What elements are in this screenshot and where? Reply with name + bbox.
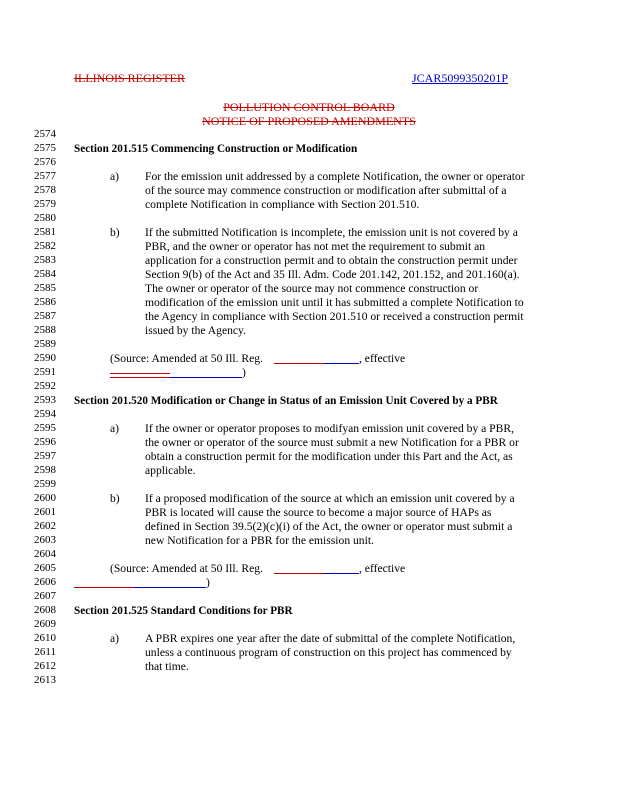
line-number: 2587 [34,310,56,322]
effective-label: , effective [359,352,406,365]
line-number: 2597 [34,450,56,462]
line-number: 2574 [34,128,56,140]
paragraph-line: application for a construction permit and to obtain the construction permit under [145,254,518,267]
jcar-code: JCAR5099350201P [412,71,509,85]
paragraph-line: If the owner or operator proposes to modifyan emission unit covered by a PBR, [145,422,514,435]
paragraph-line: A PBR expires one year after the date of submittal of the complete Notification, [145,632,516,645]
line-number: 2581 [34,226,56,238]
blank-underline-red [74,587,134,588]
paragraph-line: modification of the emission unit until it has submitted a complete Notification to [145,296,524,309]
line-number: 2577 [34,170,56,182]
blank-underline-red [274,363,324,364]
line-number: 2576 [34,156,56,168]
line-number: 2592 [34,380,56,392]
line-number: 2588 [34,324,56,336]
line-number: 2579 [34,198,56,210]
subsection-label-a: a) [110,422,120,435]
line-number: 2608 [34,604,56,616]
effective-label: , effective [359,562,406,575]
paragraph-line: PBR, and the owner or operator has not met the requirement to submit an [145,240,486,253]
paragraph-line: Section 9(b) of the Act and 35 Ill. Adm. Code 201.142, 201.152, and 201.160(a). [145,268,520,281]
subsection-label-b: b) [110,492,120,505]
paragraph-line: complete Notification in compliance with Section 201.510. [145,198,420,211]
blank-underline-blue [134,587,206,588]
register-header: ILLINOIS REGISTER [74,71,185,85]
subsection-label-b: b) [110,226,120,239]
paragraph-line: of the source may commence construction or modification after submittal of a [145,184,507,197]
line-number: 2604 [34,548,56,560]
paragraph-line: If a proposed modification of the source at which an emission unit covered by a [145,492,515,505]
close-paren: ) [242,366,246,379]
paragraph-line: If the submitted Notification is incomplete, the emission unit is not covered by a [145,226,518,239]
line-number: 2584 [34,268,56,280]
line-number: 2602 [34,520,56,532]
line-number: 2590 [34,352,56,364]
line-number: 2598 [34,464,56,476]
line-number: 2610 [34,632,56,644]
subsection-label-a: a) [110,170,120,183]
paragraph-line: The owner or operator of the source may not commence construction or [145,282,479,295]
paragraph-line: defined in Section 39.5(2)(c)(i) of the Act, the owner or operator must submit a [145,520,513,533]
line-number: 2605 [34,562,56,574]
line-number: 2591 [34,366,56,378]
paragraph-line: the Agency in compliance with Section 201.510 or received a construction permit [145,310,524,323]
blank-underline-blue [324,573,359,574]
section-heading-515: Section 201.515 Commencing Construction or Modification [74,143,358,155]
blank-underline-red [110,377,170,378]
line-number: 2593 [34,394,56,406]
paragraph-line: PBR is located will cause the source to become a major source of HAPs as [145,506,492,519]
paragraph-line: the owner or operator of the source must submit a new Notification for a PBR or [145,436,519,449]
line-number: 2613 [34,674,56,686]
line-number: 2601 [34,506,56,518]
line-number: 2600 [34,492,56,504]
line-number: 2596 [34,436,56,448]
paragraph-line: new Notification for a PBR for the emission unit. [145,534,374,547]
line-number: 2582 [34,240,56,252]
line-number: 2606 [34,576,56,588]
line-number: 2583 [34,254,56,266]
line-number: 2594 [34,408,56,420]
line-number: 2603 [34,534,56,546]
agency-title: POLLUTION CONTROL BOARD [223,100,395,114]
line-number: 2580 [34,212,56,224]
line-number: 2599 [34,478,56,490]
line-number: 2585 [34,282,56,294]
close-paren: ) [206,576,210,589]
blank-underline-red [274,573,324,574]
subsection-label-a: a) [110,632,120,645]
section-heading-525: Section 201.525 Standard Conditions for PBR [74,605,293,617]
blank-underline-blue [324,363,359,364]
paragraph-line: applicable. [145,464,196,477]
paragraph-line: unless a continuous program of construction on this project has commenced by [145,646,512,659]
blank-underline-blue [170,377,242,378]
line-number: 2586 [34,296,56,308]
line-number: 2609 [34,618,56,630]
line-number: 2575 [34,142,56,154]
notice-title: NOTICE OF PROPOSED AMENDMENTS [202,114,416,128]
paragraph-line: that time. [145,660,189,673]
blank-underline-red [110,373,170,374]
line-number: 2589 [34,338,56,350]
source-note: (Source: Amended at 50 Ill. Reg. [110,562,263,575]
paragraph-line: For the emission unit addressed by a complete Notification, the owner or operator [145,170,525,183]
line-number: 2611 [34,646,56,658]
line-number: 2612 [34,660,56,672]
source-note: (Source: Amended at 50 Ill. Reg. [110,352,263,365]
paragraph-line: obtain a construction permit for the modification under this Part and the Act, as [145,450,513,463]
line-number: 2578 [34,184,56,196]
line-number: 2607 [34,590,56,602]
paragraph-line: issued by the Agency. [145,324,246,337]
line-number: 2595 [34,422,56,434]
section-heading-520: Section 201.520 Modification or Change in Status of an Emission Unit Covered by a PBR [74,395,498,407]
